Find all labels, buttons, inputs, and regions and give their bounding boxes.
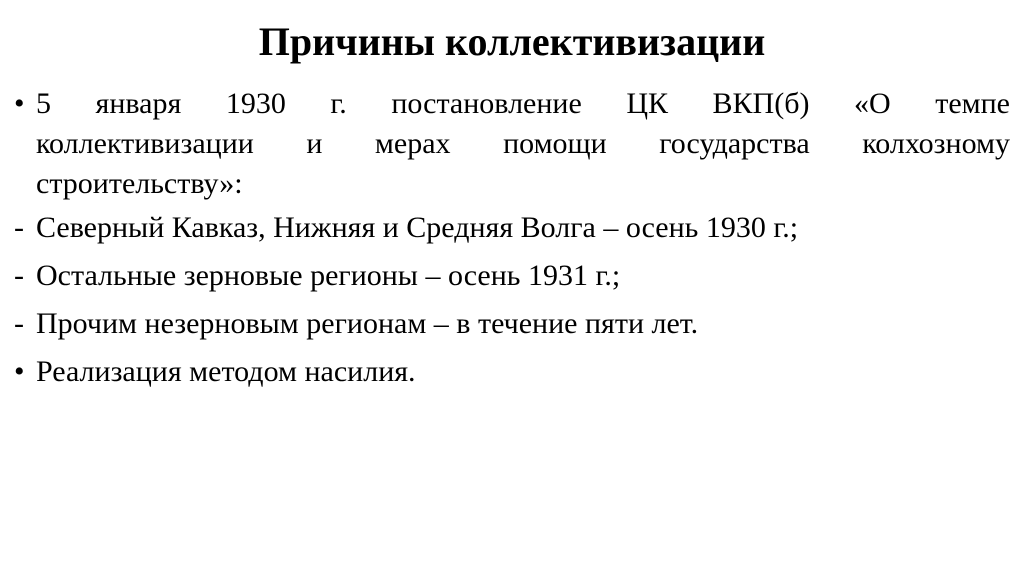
dash-item-grain-regions bbox=[14, 258, 1010, 294]
slide-title: Причины коллективизации bbox=[258, 19, 766, 64]
bullet-marker: • bbox=[14, 355, 25, 388]
bullet-item-decree bbox=[14, 84, 1010, 204]
dash-item-north-caucasus bbox=[14, 210, 1010, 246]
bullet-text-line-2: коллективизации и мерах помощи государства колхозному bbox=[36, 127, 1010, 160]
bullet-marker: • bbox=[14, 87, 25, 120]
bullet-text: Реализация методом насилия. bbox=[36, 355, 416, 388]
slide-body bbox=[14, 84, 1010, 402]
bullet-text-line-3: строительству»: bbox=[36, 167, 243, 200]
dash-marker: - bbox=[14, 259, 24, 292]
bullet-text-line-1: 5 января 1930 г. постановление ЦК ВКП(б) «О темпе bbox=[36, 87, 1010, 120]
dash-item-other-regions bbox=[14, 306, 1010, 342]
bullet-item-violence bbox=[14, 354, 1010, 390]
dash-marker: - bbox=[14, 307, 24, 340]
dash-marker: - bbox=[14, 211, 24, 244]
dash-text: Северный Кавказ, Нижняя и Средняя Волга – осень 1930 г.; bbox=[36, 211, 799, 244]
dash-text: Остальные зерновые регионы – осень 1931 г.; bbox=[36, 259, 621, 292]
bullet-text bbox=[36, 84, 1010, 204]
dash-text: Прочим незерновым регионам – в течение пяти лет. bbox=[36, 307, 699, 340]
